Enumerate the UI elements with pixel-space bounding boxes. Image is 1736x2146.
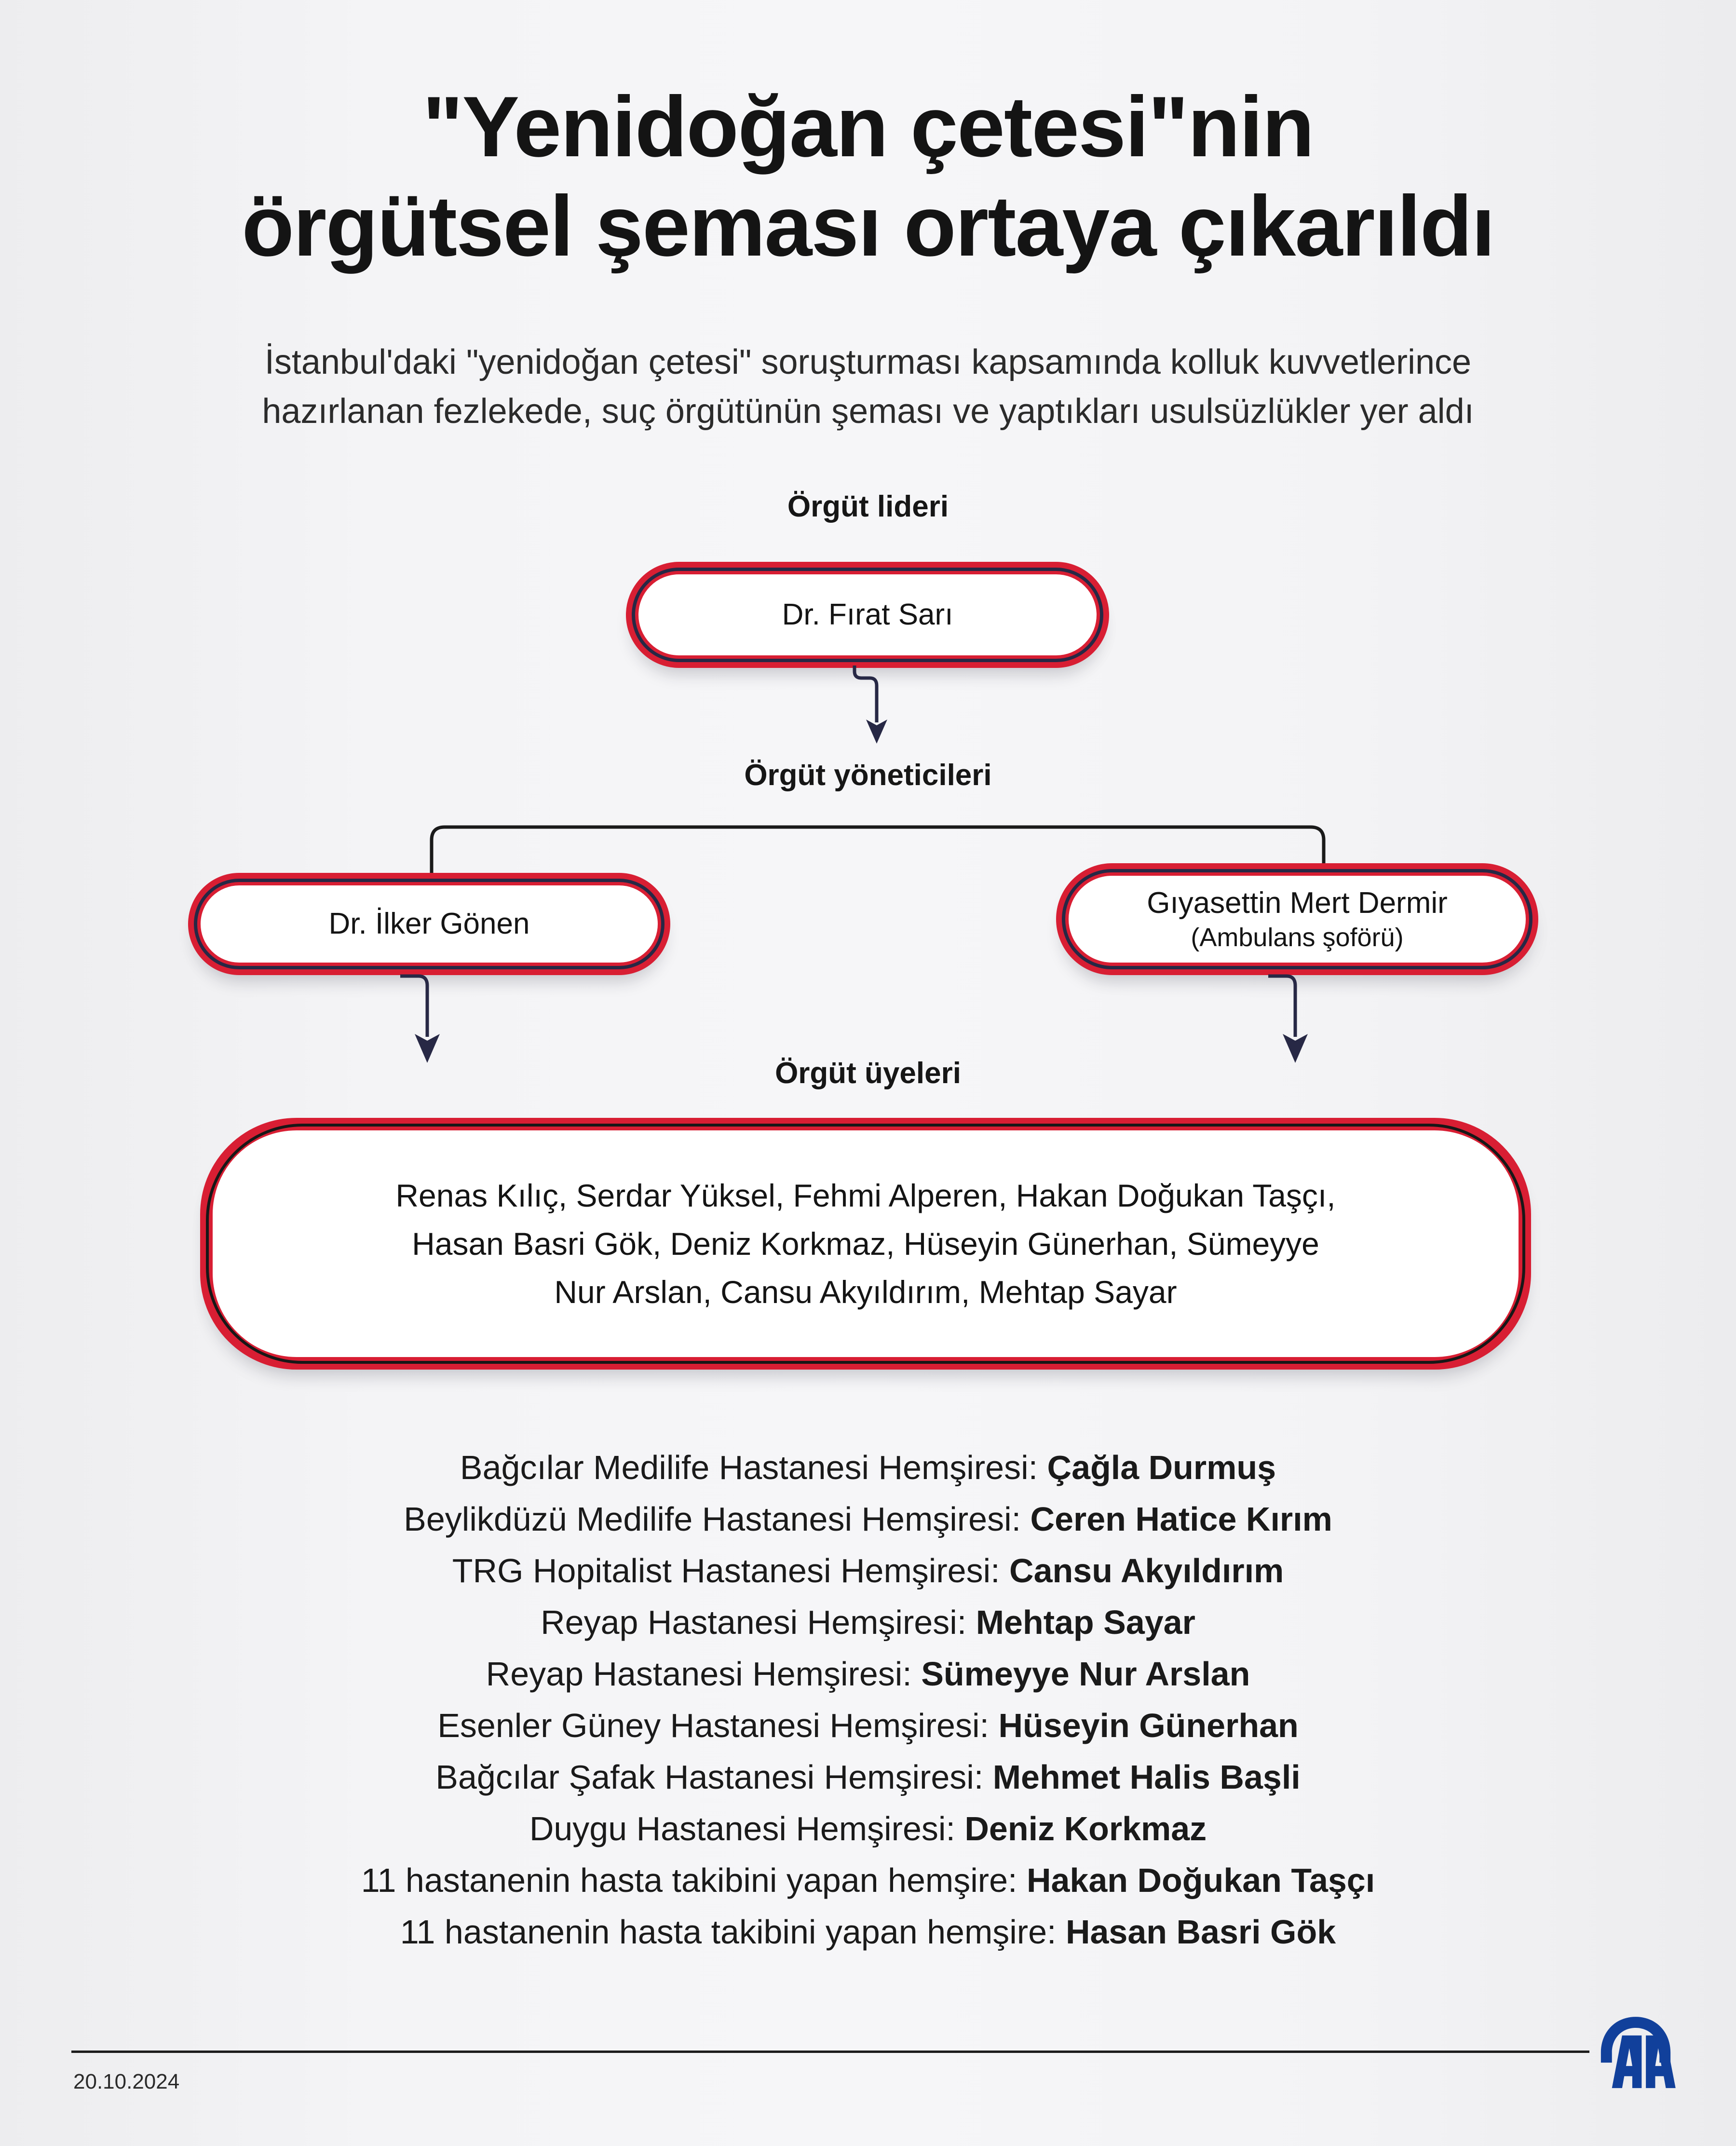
node-org-leader[interactable] xyxy=(626,562,1109,668)
assignment-role: Beylikdüzü Medilife Hastanesi Hemşiresi: xyxy=(404,1500,1031,1538)
node-org-leader-label: Dr. Fırat Sarı xyxy=(782,598,953,632)
page-title-line-2: örgütsel şeması ortaya çıkarıldı xyxy=(242,178,1494,274)
assignment-row xyxy=(0,1803,1736,1855)
assignment-row xyxy=(0,1855,1736,1906)
node-manager-right-label xyxy=(1118,885,1477,953)
page-title-line-1: "Yenidoğan çetesi"nin xyxy=(422,79,1314,175)
caption-org-members: Örgüt üyeleri xyxy=(775,1057,961,1090)
assignment-name: Hakan Doğukan Taşçı xyxy=(1026,1861,1375,1899)
members-line-3: Nur Arslan, Cansu Akyıldırım, Mehtap Sayar xyxy=(554,1274,1177,1310)
assignment-row xyxy=(0,1906,1736,1958)
assignment-row xyxy=(0,1700,1736,1752)
node-manager-left[interactable] xyxy=(188,873,670,975)
assignment-name: Mehtap Sayar xyxy=(976,1603,1195,1641)
assignment-name: Çağla Durmuş xyxy=(1047,1449,1276,1486)
page-subtitle xyxy=(0,338,1736,436)
assignment-name: Hasan Basri Gök xyxy=(1065,1913,1336,1951)
assignment-row xyxy=(0,1648,1736,1700)
footer-divider xyxy=(71,2051,1589,2053)
node-manager-right-name: Gıyasettin Mert Dermir xyxy=(1147,886,1448,920)
assignment-role: 11 hastanenin hasta takibini yapan hemşire: xyxy=(400,1913,1066,1951)
assignment-row xyxy=(0,1494,1736,1545)
assignment-role: Reyap Hastanesi Hemşiresi: xyxy=(486,1655,922,1693)
assignment-role: Esenler Güney Hastanesi Hemşiresi: xyxy=(437,1707,999,1744)
caption-org-managers: Örgüt yöneticileri xyxy=(744,759,992,792)
assignment-role: Duygu Hastanesi Hemşiresi: xyxy=(529,1810,965,1847)
members-line-2: Hasan Basri Gök, Deniz Korkmaz, Hüseyin Günerhan, Sümeyye xyxy=(412,1225,1319,1262)
footer-date: 20.10.2024 xyxy=(73,2070,180,2093)
assignment-name: Hüseyin Günerhan xyxy=(998,1707,1299,1744)
node-manager-left-label: Dr. İlker Gönen xyxy=(328,907,530,941)
assignment-row xyxy=(0,1545,1736,1597)
connector-manager-left-to-members xyxy=(381,973,487,1070)
assignment-role: Bağcılar Medilife Hastanesi Hemşiresi: xyxy=(460,1449,1047,1486)
assignment-role: Bağcılar Şafak Hastanesi Hemşiresi: xyxy=(435,1758,993,1796)
assignment-role: Reyap Hastanesi Hemşiresi: xyxy=(541,1603,976,1641)
assignment-name: Deniz Korkmaz xyxy=(964,1810,1207,1847)
members-line-1: Renas Kılıç, Serdar Yüksel, Fehmi Alperen, Hakan Doğukan Taşçı, xyxy=(395,1177,1336,1213)
aa-logo-icon xyxy=(1593,2010,1678,2095)
node-org-members[interactable] xyxy=(200,1118,1531,1370)
page-subtitle-line-1: İstanbul'daki "yenidoğan çetesi" soruşturması kapsamında kolluk kuvvetlerince xyxy=(264,343,1472,381)
page-title xyxy=(0,77,1736,276)
assignments-list xyxy=(0,1442,1736,1958)
assignment-role: 11 hastanenin hasta takibini yapan hemşire: xyxy=(361,1861,1027,1899)
node-manager-right[interactable] xyxy=(1056,863,1538,975)
caption-org-leader: Örgüt lideri xyxy=(787,490,949,523)
assignment-row xyxy=(0,1442,1736,1494)
assignment-name: Sümeyye Nur Arslan xyxy=(921,1655,1250,1693)
assignment-role: TRG Hopitalist Hastanesi Hemşiresi: xyxy=(452,1552,1010,1589)
assignment-row xyxy=(0,1752,1736,1803)
assignment-name: Ceren Hatice Kırım xyxy=(1030,1500,1332,1538)
assignment-name: Mehmet Halis Başli xyxy=(992,1758,1301,1796)
node-manager-right-role: (Ambulans şoförü) xyxy=(1191,923,1404,952)
assignment-row xyxy=(0,1597,1736,1648)
page-subtitle-line-2: hazırlanan fezlekede, suç örgütünün şeması ve yaptıkları usulsüzlükler yer aldı xyxy=(262,392,1474,431)
node-org-members-label xyxy=(338,1171,1393,1317)
connector-manager-right-to-members xyxy=(1249,973,1355,1070)
assignment-name: Cansu Akyıldırım xyxy=(1009,1552,1284,1589)
connector-leader-to-managers xyxy=(820,666,926,752)
